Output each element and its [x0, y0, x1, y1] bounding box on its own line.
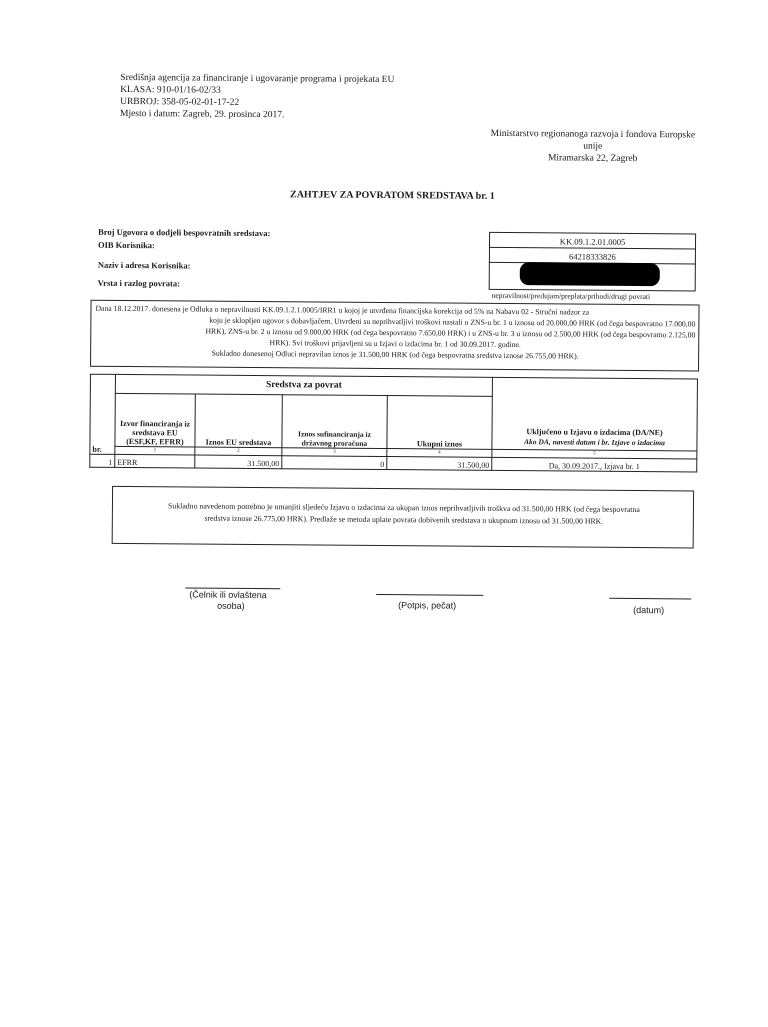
conclusion-line1: Sukladno navedenom potrebno je umanjiti sljedeću Izjavu o izdacima za ukupan iznos neprihvatljivih troškva od 31.500,00 HRK (od čega bespovratna — [168, 501, 640, 515]
row-cofin: 0 — [282, 456, 387, 470]
col-br-header: br. — [90, 374, 116, 454]
funds-table — [89, 374, 698, 473]
recipient-line2: unije — [583, 141, 603, 152]
col-included-title: Uključeno u Izjavu o izdacima (DA/NE) — [526, 426, 663, 438]
group-header: Sredstva za povrat — [115, 374, 492, 396]
row-included: Da, 30.09.2017., Izjava br. 1 — [492, 458, 697, 472]
recipient-line3: Miramarska 22, Zagreb — [547, 153, 638, 165]
row-br: 1 — [90, 455, 115, 468]
signature-line-date — [609, 598, 691, 600]
signature-line-stamp — [376, 594, 483, 596]
document-title: ZAHTJEV ZA POVRATOM SREDSTAVA br. 1 — [290, 189, 495, 202]
sig-head-line2: osoba) — [217, 600, 245, 611]
header-agency: Središnja agencija za financiranje i ugovaranje programa i projekata EU — [120, 72, 395, 86]
col-cofin-header: Iznos sufinanciranja iz državnog proračuna — [282, 395, 387, 449]
oib-value: 64218333826 — [569, 251, 616, 262]
col-num-2: 2 — [195, 447, 282, 456]
col-num-1: 1 — [115, 446, 195, 455]
reason-line4: HRK). Svi troškovi prijavljeni su u Izjavi o izdacima br. 1 od 30.09.2017. godine. — [269, 338, 521, 350]
col-num-4: 4 — [387, 448, 492, 457]
name-label: Naziv i adresa Korisnika: — [97, 259, 191, 271]
reason-line2: koju je sklopljen ugovor s dobavljačem. Utvrđeni su neprihvatljivi troškovi nastali u ZNS-u br. 1 u iznosu od 20.000,00 HRK (od čega bespovratno 17.000,00 — [209, 315, 696, 329]
type-label: Vrsta i razlog povrata: — [97, 277, 180, 289]
col-total-header: Ukupni iznos — [387, 396, 492, 450]
row-total: 31.500,00 — [387, 457, 492, 471]
type-hint: nepravilnost/predujam/preplata/prihodi/drugi povrati — [491, 290, 651, 302]
row-eu: 31.500,00 — [195, 455, 282, 468]
col-eu-header: Iznos EU sredstava — [195, 394, 282, 448]
header-klasa: KLASA: 910-01/16-02/33 — [120, 84, 221, 96]
col-included-note: Ako DA, navesti datum i br. Izjave o izdacima — [524, 436, 665, 448]
conclusion-line2: sredstva iznose 26.775,00 HRK). Predlaže se metoda uplate povrata dobivenih sredstava u ukupnom iznosu od 31.500,00 HRK. — [204, 513, 604, 526]
oib-label: OIB Korisnika: — [97, 239, 155, 251]
header-place-date: Mjesto i datum: Zagreb, 29. prosinca 2017. — [119, 108, 285, 121]
redaction-bar — [520, 262, 660, 286]
col-num-3: 3 — [282, 448, 387, 457]
sig-stamp: (Potpis, pečat) — [398, 600, 457, 611]
recipient-line1: Ministarstvo regionanoga razvoja i fondova Europske — [490, 128, 696, 141]
reason-line1: Dana 18.12.2017. donesena je Odluka o nepravilnosti KK.09.1.2.1.0005/IRR1 u kojoj je utvrđena financijska korekcija od 5% na Nabavu 02 - Stručni nadzor za — [95, 303, 590, 317]
row-source: EFRR — [115, 455, 195, 468]
contract-label: Broj Ugovora o dodjeli bespovratnih sredstava: — [98, 226, 271, 239]
col-num-5: 5 — [492, 449, 697, 459]
col-included-header — [492, 377, 698, 450]
sig-head-line1: (Čelnik ili ovlaštena — [189, 589, 267, 601]
col-source-header: Izvor financiranja iz sredstava EU (ESF,KF, EFRR) — [115, 393, 195, 446]
sig-date: (datum) — [633, 604, 665, 616]
header-urbroj: URBROJ: 358-05-02-01-17-22 — [120, 96, 240, 108]
reason-line3: HRK), ZNS-u br. 2 u iznosu od 9.000,00 HRK (od čega bespovratno 7.650,00 HRK) i u ZNS-u br. 3 u iznosu od 2.500,00 HRK (od čega bespovratno 2.125,00 — [205, 326, 696, 340]
contract-value: KK.09.1.2.01.0005 — [559, 236, 626, 247]
reason-line5: Sukladno donesenoj Odluci nepravilan iznos je 31.500,00 HRK (od čega bespovratna sredstva iznose 26.755,00 HRK). — [211, 348, 579, 361]
